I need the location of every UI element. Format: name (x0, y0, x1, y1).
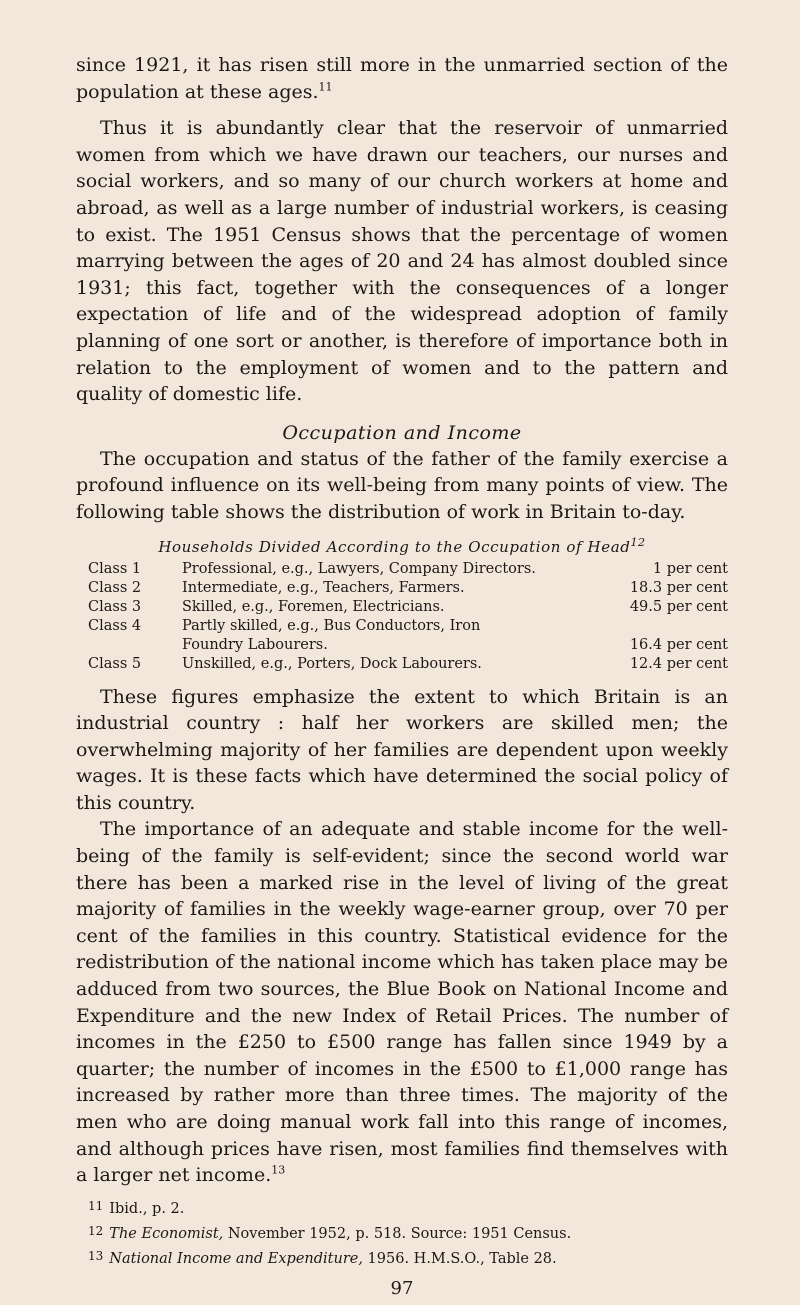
footnote (76, 1195, 728, 1220)
class-cell (76, 636, 182, 655)
footnote (76, 1245, 728, 1270)
class-cell: Class 1 (88, 560, 142, 577)
paragraph-income: The importance of an adequate and stable income for the well-being of the family is self-evident; since the second world war there has been a marked rise in the level of living of the great majority of families in the weekly wage-earner group, over 70 per cent of the families in this country. Statistical evidence for the redistribution of the national income which has taken place may be adduced from two sources, the Blue Book on National Income and Expenditure and the new Index of Retail Prices. The number of incomes in the £250 to £500 range has fallen since 1949 by a quarter; the number of incomes in the £500 to £1,000 range has increased by rather more than three times. The majority of the men who are doing manual work fall into this range of incomes, and although prices have risen, most families find themselves with a larger net income.$^{13}$ (76, 818, 728, 1187)
description-cell: Intermediate, e.g., Teachers, Farmers. (182, 579, 465, 596)
table-row (76, 598, 728, 617)
page-number: 97 (390, 1277, 414, 1299)
footnote-text: November 1952, p. 518. Source: 1951 Census. (223, 1225, 572, 1242)
book-page (76, 52, 728, 1299)
table-row (76, 655, 728, 674)
footnote-ref: 13 (271, 1163, 286, 1177)
table-row (76, 636, 728, 655)
paragraph-figures: These figures emphasize the extent to which Britain is an industrial country : half her workers are skilled men; the overwhelming majority of her families are dependent upon weekly wages. It is these facts which have determined the social policy of this country. (76, 685, 728, 814)
class-cell: Class 4 (88, 617, 142, 634)
description-cell: Unskilled, e.g., Porters, Dock Labourers. (182, 655, 482, 672)
percent-cell: 49.5 per cent (629, 598, 728, 615)
footnote-number: 12 (88, 1223, 104, 1238)
occupation-table (76, 560, 728, 674)
class-cell: Class 3 (88, 598, 142, 615)
footnote-ref: 11 (318, 80, 333, 94)
table-title: Households Divided According to the Occupation of Head$^{12}$ (158, 535, 646, 556)
table-row (76, 560, 728, 579)
section-heading: Occupation and Income (282, 421, 522, 444)
percent-cell: 12.4 per cent (629, 655, 728, 672)
description-cell: Foundry Labourers. (182, 636, 328, 653)
footnote-title: National Income and Expenditure, (109, 1250, 363, 1267)
percent-cell: 16.4 per cent (629, 636, 728, 653)
percent-cell (598, 617, 728, 636)
description-cell: Professional, e.g., Lawyers, Company Directors. (182, 560, 536, 577)
table-row (76, 617, 728, 636)
description-cell: Skilled, e.g., Foremen, Electricians. (182, 598, 445, 615)
paragraph-intro: The occupation and status of the father of the family exercise a profound influence on its well-being from many points of view. The following table shows the distribution of work in Britain to-day. (76, 447, 728, 523)
description-cell: Partly skilled, e.g., Bus Conductors, Iron (182, 617, 481, 634)
percent-cell: 1 per cent (652, 560, 728, 577)
footnote-ref: 12 (630, 535, 646, 549)
footnote-title: The Economist, (109, 1225, 224, 1242)
class-cell: Class 5 (88, 655, 142, 672)
footnote-text: Ibid., p. 2. (109, 1200, 185, 1217)
footnote-number: 13 (88, 1248, 104, 1263)
table-row (76, 579, 728, 598)
footnote-text: 1956. H.M.S.O., Table 28. (362, 1250, 557, 1267)
paragraph-continuation: since 1921, it has risen still more in the unmarried section of the population at these ages.$^{11}$ (76, 54, 728, 103)
class-cell: Class 2 (88, 579, 142, 596)
percent-cell: 18.3 per cent (629, 579, 728, 596)
footnotes (76, 1195, 728, 1270)
paragraph-reservoir: Thus it is abundantly clear that the reservoir of unmarried women from which we have drawn our teachers, our nurses and social workers, and so many of our church workers at home and abroad, as well as a large number of industrial workers, is ceasing to exist. The 1951 Census shows that the percentage of women marrying between the ages of 20 and 24 has almost doubled since 1931; this fact, together with the consequences of a longer expectation of life and of the widespread adoption of family planning of one sort or another, is therefore of importance both in relation to the employment of women and to the pattern and quality of domestic life. (76, 117, 728, 406)
footnote (76, 1220, 728, 1245)
footnote-number: 11 (88, 1198, 104, 1213)
